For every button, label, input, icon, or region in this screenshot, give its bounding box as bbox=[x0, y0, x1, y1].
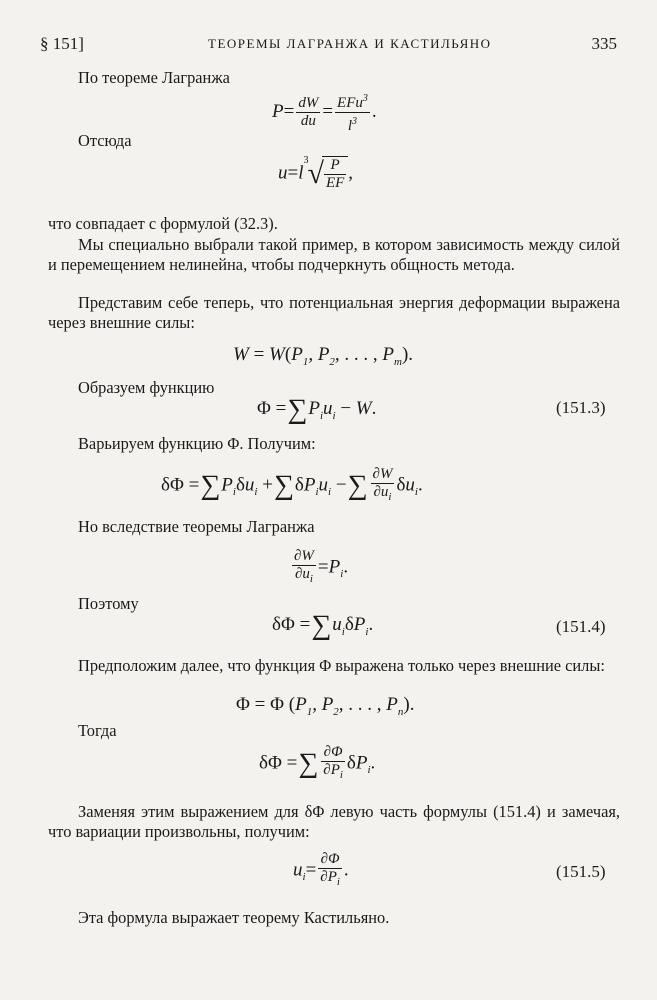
running-head bbox=[40, 34, 617, 56]
formula-delta-phi-sum: $\delta\Phi =\sum u_i\delta P_i$. bbox=[272, 610, 374, 641]
text-line-vary: Варьируем функцию Φ. Получим: bbox=[78, 434, 316, 453]
text-line-therefore: Поэтому bbox=[78, 594, 139, 613]
formula-phi: $\Phi =\sum P_iu_i - W$. bbox=[257, 394, 377, 425]
page-number: 335 bbox=[591, 34, 617, 53]
paragraph-substituting: Заменяя этим выражением для δΦ левую часть формулы (151.4) и замечая, что вариации произвольны, получим: bbox=[48, 802, 620, 841]
formula-phi-forces: Φ = Φ ($P_1$, $P_2$, . . . , $P_n$). bbox=[236, 694, 415, 718]
formula-lagrange-derivative: $\frac{\partial W}{\partial u_i}$ $=P_i$. bbox=[294, 548, 349, 585]
equation-number: (151.5) bbox=[556, 862, 606, 881]
formula-force: P= $\frac{dW}{du}$ = $\frac{EFu^3}{l^3}$ . bbox=[272, 90, 377, 135]
formula-displacement: u=l 3 √ $\frac{P}{EF}$ , bbox=[278, 155, 354, 191]
equation-number: (151.4) bbox=[556, 617, 606, 636]
text-line-but-lagrange: Но вследствие теоремы Лагранжа bbox=[78, 517, 315, 536]
text-line-form-function: Образуем функцию bbox=[78, 378, 215, 397]
text-line-coincides: что совпадает с формулой (32.3). bbox=[48, 214, 278, 233]
text-line-castigliano-theorem: Эта формула выражает теорему Кастильяно. bbox=[78, 908, 390, 927]
section-number: § 151] bbox=[40, 34, 84, 53]
paragraph-example: Мы специально выбрали такой пример, в котором зависимость между силой и перемещением нелинейна, чтобы подчеркнуть общность метода. bbox=[48, 235, 620, 274]
equation-number: (151.3) bbox=[556, 398, 606, 417]
text-line-lagrange: По теореме Лагранжа bbox=[78, 68, 230, 87]
formula-delta-phi: $\delta\Phi =\sum P_i\delta u_i +\sum\delta P_iu_i$ −∑ $\frac{\partial W}{\partial u_i}$ $\delta u_i$. bbox=[161, 466, 423, 503]
formula-delta-phi-partial: δΦ =∑ $\frac{\partial\Phi}{\partial P_i}$ $\delta P_i$. bbox=[259, 744, 376, 781]
text-line-then: Тогда bbox=[78, 721, 117, 740]
paragraph-suppose: Предположим далее, что функция Φ выражена только через внешние силы: bbox=[78, 656, 605, 675]
paragraph-potential-energy: Представим себе теперь, что потенциальная энергия деформации выражена через внешние силы: bbox=[48, 293, 620, 332]
text-line-hence: Отсюда bbox=[78, 131, 132, 150]
formula-energy-forces: $W = W(P_1$, $P_2$, . . . , $P_m$). bbox=[233, 344, 414, 368]
running-title: ТЕОРЕМЫ ЛАГРАНЖА И КАСТИЛЬЯНО bbox=[208, 36, 492, 51]
formula-castigliano: $u_i=$ $\frac{\partial\Phi}{\partial P_i}$ . bbox=[293, 851, 349, 888]
